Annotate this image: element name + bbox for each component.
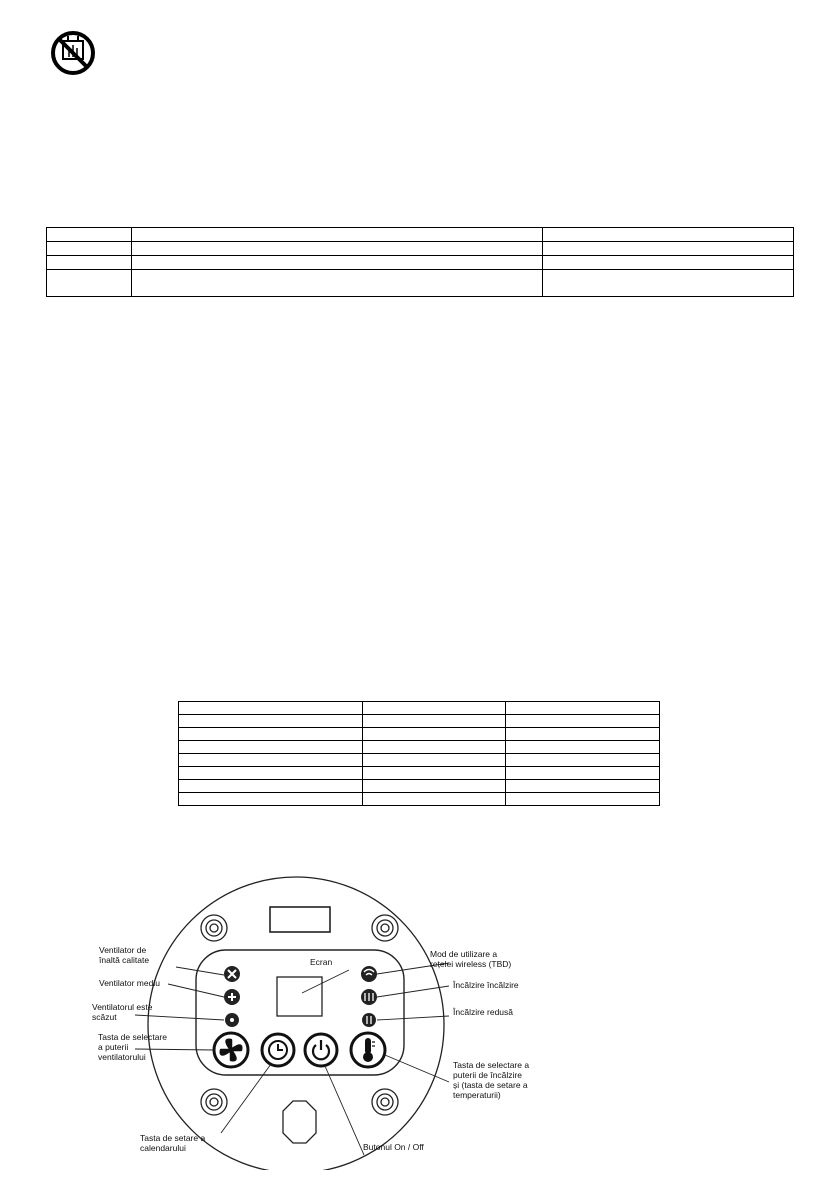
- panel-housing: [148, 877, 444, 1170]
- table-cell: [543, 242, 794, 256]
- table-cell: [506, 702, 660, 715]
- table-cell: [179, 728, 363, 741]
- table-cell: [363, 754, 506, 767]
- table-cell: [47, 242, 132, 256]
- label-fan-low: Ventilatorul este scăzut: [92, 1002, 153, 1022]
- table-cell: [543, 228, 794, 242]
- mount-screw: [372, 1089, 398, 1115]
- table-cell: [363, 767, 506, 780]
- fan-medium-indicator: [224, 989, 240, 1005]
- table-cell: [363, 741, 506, 754]
- power-icon: [313, 1040, 329, 1059]
- table-cell: [179, 715, 363, 728]
- table-cell: [179, 767, 363, 780]
- label-wireless: Mod de utilizare a rețelei wireless (TBD): [430, 949, 512, 969]
- table-cell: [363, 728, 506, 741]
- table-cell: [543, 270, 794, 297]
- table-cell: [506, 741, 660, 754]
- heating-button[interactable]: [351, 1033, 385, 1067]
- mount-screw: [201, 1089, 227, 1115]
- table-cell: [506, 793, 660, 806]
- label-heat-key: Tasta de selectare a puterii de încălzire și (tasta de setare a temperaturii): [453, 1060, 530, 1100]
- table-cell: [543, 256, 794, 270]
- table-cell: [506, 780, 660, 793]
- table-cell: [179, 741, 363, 754]
- table-cell: [47, 228, 132, 242]
- table-cell: [363, 702, 506, 715]
- fan-icon: [221, 1040, 242, 1061]
- clock-icon: [269, 1041, 287, 1059]
- spec-table-1: [46, 227, 794, 297]
- label-calendar-key: Tasta de setare a calendarului: [140, 1133, 206, 1153]
- label-screen: Ecran: [310, 957, 333, 967]
- power-button[interactable]: [305, 1034, 337, 1066]
- heat-low-indicator: [362, 1013, 376, 1027]
- label-fan-high: Ventilator de înaltă calitate: [99, 945, 150, 965]
- table-cell: [506, 754, 660, 767]
- table-cell: [132, 228, 543, 242]
- table-cell: [506, 728, 660, 741]
- top-window: [270, 907, 330, 932]
- table-cell: [179, 754, 363, 767]
- cable-connector: [283, 1101, 316, 1143]
- mount-screw: [201, 915, 227, 941]
- table-cell: [179, 702, 363, 715]
- table-cell: [179, 780, 363, 793]
- heat-high-indicator: [361, 989, 377, 1005]
- mount-screw: [372, 915, 398, 941]
- label-fan-key: Tasta de selectare a puterii ventilatorului: [98, 1032, 167, 1062]
- table-cell: [132, 256, 543, 270]
- label-heat-high: Încălzire încălzire: [453, 980, 519, 990]
- wireless-indicator: [361, 966, 377, 982]
- fan-high-indicator: [224, 966, 240, 982]
- label-fan-medium: Ventilator mediu: [99, 978, 160, 988]
- fan-power-button[interactable]: [214, 1033, 248, 1067]
- table-cell: [506, 715, 660, 728]
- fan-low-indicator: [225, 1013, 239, 1027]
- label-heat-low: Încălzire redusă: [453, 1007, 514, 1017]
- no-covering-icon: [50, 30, 96, 76]
- display-screen: [277, 977, 322, 1016]
- table-cell: [132, 242, 543, 256]
- table-cell: [363, 793, 506, 806]
- calendar-button[interactable]: [262, 1034, 294, 1066]
- table-cell: [363, 715, 506, 728]
- table-cell: [179, 793, 363, 806]
- table-cell: [506, 767, 660, 780]
- table-cell: [47, 270, 132, 297]
- label-on-off: Butonul On / Off: [363, 1142, 424, 1152]
- thermometer-icon: [363, 1038, 375, 1062]
- table-cell: [132, 270, 543, 297]
- spec-table-2: [178, 701, 660, 806]
- table-cell: [47, 256, 132, 270]
- table-cell: [363, 780, 506, 793]
